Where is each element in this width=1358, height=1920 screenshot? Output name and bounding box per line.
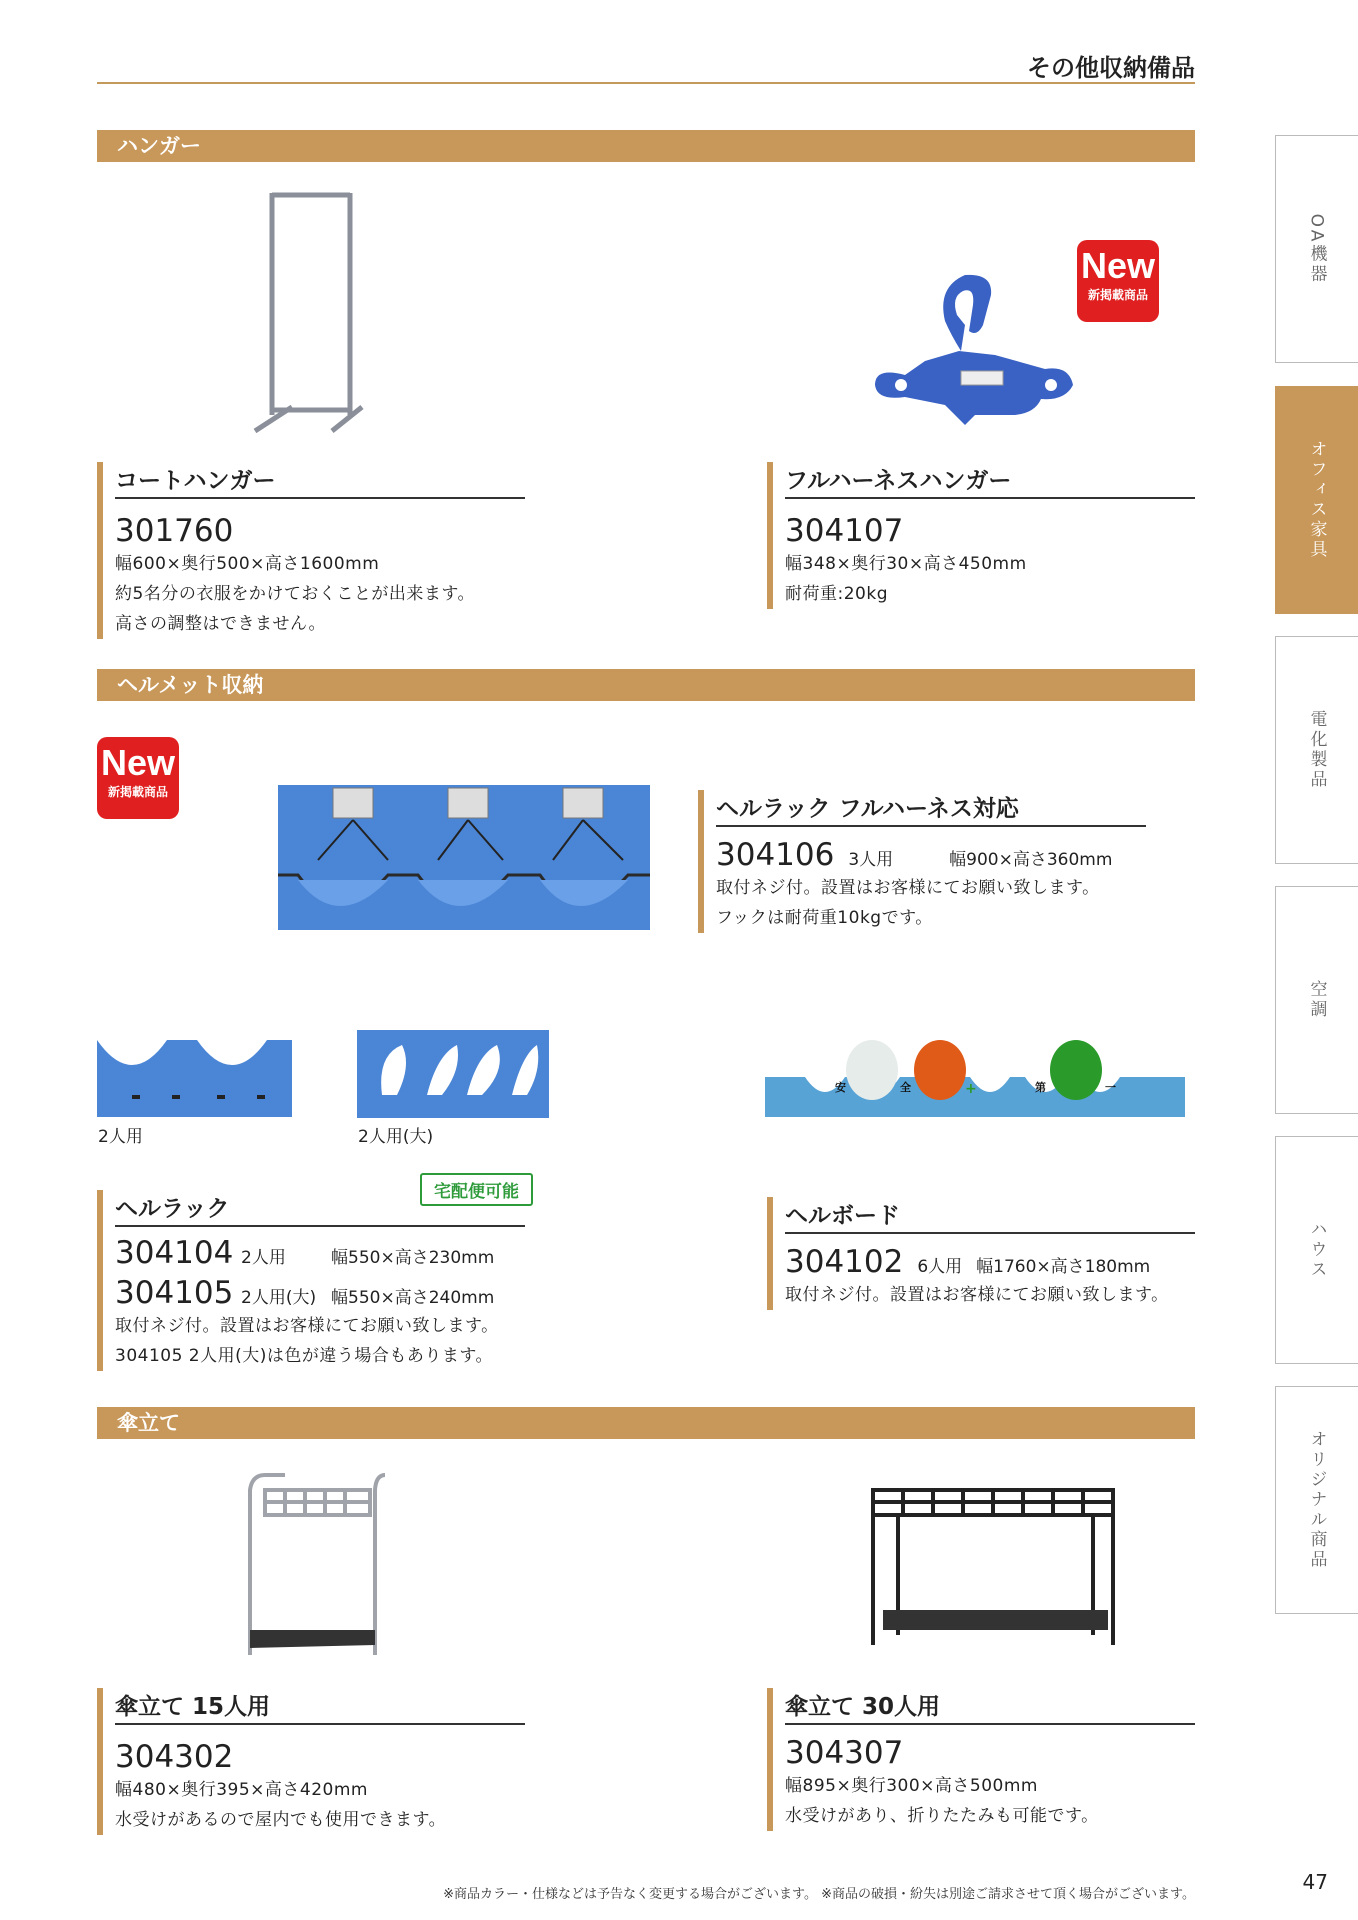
product-desc: 取付ネジ付。設置はお客様にてお願い致します。 bbox=[115, 1316, 499, 1336]
side-tab-label: OA機器 bbox=[1306, 213, 1327, 285]
product-dimensions: 幅550×高さ240mm bbox=[331, 1288, 495, 1308]
section-umbrella-label: 傘立て bbox=[117, 1411, 180, 1435]
product-dimensions: 幅348×奥行30×高さ450mm bbox=[785, 554, 1027, 574]
product-desc: 約5名分の衣服をかけておくことが出来ます。 bbox=[115, 584, 475, 604]
helrack-2-large-image bbox=[357, 1025, 552, 1120]
title-divider bbox=[97, 82, 1195, 84]
board-label: + bbox=[965, 1081, 977, 1097]
product-dimensions: 幅895×奥行300×高さ500mm bbox=[785, 1776, 1038, 1796]
product-helrack-fullharness bbox=[698, 790, 1146, 933]
product-dimensions: 幅600×奥行500×高さ1600mm bbox=[115, 554, 380, 574]
product-desc: フックは耐荷重10kgです。 bbox=[716, 908, 933, 928]
section-umbrella bbox=[97, 1407, 1195, 1439]
product-helrack bbox=[97, 1190, 525, 1371]
product-code: 304102 bbox=[785, 1244, 904, 1280]
side-tab-label: オリジナル商品 bbox=[1306, 1430, 1327, 1570]
side-tab-house[interactable] bbox=[1275, 1136, 1358, 1364]
helboard-image bbox=[765, 1035, 1185, 1120]
caption-2-person-large: 2人用(大) bbox=[358, 1127, 434, 1147]
helrack-2-image bbox=[97, 1035, 297, 1120]
section-helmet-label: ヘルメット収納 bbox=[117, 673, 264, 697]
board-label: 全 bbox=[900, 1081, 911, 1094]
footer-note: ※商品カラー・仕様などは予告なく変更する場合がございます。 ※商品の破損・紛失は別途ご請求させて頂く場合がございます。 bbox=[443, 1887, 1195, 1902]
harness-hanger-image bbox=[865, 265, 1085, 440]
delivery-badge: 宅配便可能 bbox=[420, 1173, 533, 1206]
side-tab-office-furniture[interactable] bbox=[1275, 386, 1358, 614]
product-desc: 304105 2人用(大)は色が違う場合もあります。 bbox=[115, 1346, 494, 1366]
board-label: 一 bbox=[1105, 1081, 1116, 1094]
new-badge-subtext: 新掲載商品 bbox=[107, 785, 168, 799]
product-dimensions: 幅1760×高さ180mm bbox=[976, 1257, 1151, 1277]
product-helboard bbox=[767, 1197, 1195, 1310]
section-helmet bbox=[97, 669, 1195, 701]
product-name: ヘルボード bbox=[785, 1197, 1195, 1234]
product-desc: 耐荷重:20kg bbox=[785, 584, 888, 604]
product-dimensions: 幅550×高さ230mm bbox=[331, 1248, 495, 1268]
side-tab-electronics[interactable] bbox=[1275, 636, 1358, 864]
umbrella-stand-30-image bbox=[868, 1485, 1118, 1655]
caption-2-person: 2人用 bbox=[98, 1127, 143, 1147]
product-code: 304107 bbox=[785, 513, 904, 549]
new-badge-text: New bbox=[1080, 245, 1156, 286]
product-code: 304307 bbox=[785, 1735, 904, 1771]
product-code: 304104 bbox=[115, 1235, 234, 1271]
product-name: フルハーネスハンガー bbox=[785, 462, 1195, 499]
product-name: ヘルラック フルハーネス対応 bbox=[716, 790, 1146, 827]
new-badge bbox=[97, 737, 179, 819]
product-code: 304106 bbox=[716, 837, 835, 873]
umbrella-stand-15-image bbox=[240, 1470, 400, 1665]
section-hanger-label: ハンガー bbox=[117, 134, 201, 158]
product-code: 304105 bbox=[115, 1275, 234, 1311]
product-name: 傘立て 30人用 bbox=[785, 1688, 1195, 1725]
side-tab-label: 空調 bbox=[1306, 980, 1327, 1020]
product-coat-hanger bbox=[97, 462, 525, 639]
board-label: 安 bbox=[835, 1081, 846, 1094]
side-tab-oa[interactable] bbox=[1275, 135, 1358, 363]
side-tab-label: ハウス bbox=[1306, 1220, 1327, 1280]
product-desc: 取付ネジ付。設置はお客様にてお願い致します。 bbox=[716, 878, 1100, 898]
product-desc: 水受けがあるので屋内でも使用できます。 bbox=[115, 1810, 447, 1830]
new-badge-subtext: 新掲載商品 bbox=[1087, 288, 1148, 302]
side-tab-aircon[interactable] bbox=[1275, 886, 1358, 1114]
section-hanger bbox=[97, 130, 1195, 162]
board-label: 第 bbox=[1035, 1081, 1046, 1094]
product-dimensions: 幅900×高さ360mm bbox=[949, 850, 1113, 870]
product-name: コートハンガー bbox=[115, 462, 525, 499]
product-harness-hanger bbox=[767, 462, 1195, 609]
product-code: 304302 bbox=[115, 1739, 234, 1775]
new-badge-text: New bbox=[100, 742, 176, 783]
product-desc: 高さの調整はできません。 bbox=[115, 614, 327, 634]
product-capacity: 3人用 bbox=[848, 850, 894, 870]
product-desc: 取付ネジ付。設置はお客様にてお願い致します。 bbox=[785, 1285, 1169, 1305]
product-code: 301760 bbox=[115, 513, 234, 549]
product-umbrella-15 bbox=[97, 1688, 525, 1835]
side-tab-original[interactable] bbox=[1275, 1386, 1358, 1614]
page-title: その他収納備品 bbox=[1027, 54, 1195, 82]
product-desc: 水受けがあり、折りたたみも可能です。 bbox=[785, 1806, 1099, 1826]
product-name: ヘルラック bbox=[115, 1190, 525, 1227]
new-badge bbox=[1077, 240, 1159, 322]
side-tab-label: 電化製品 bbox=[1306, 710, 1327, 790]
helrack-fullharness-image bbox=[278, 780, 653, 935]
product-umbrella-30 bbox=[767, 1688, 1195, 1831]
product-name: 傘立て 15人用 bbox=[115, 1688, 525, 1725]
product-capacity: 2人用 bbox=[241, 1248, 286, 1268]
product-capacity: 6人用 bbox=[917, 1257, 963, 1277]
side-tab-label: オフィス家具 bbox=[1306, 440, 1327, 560]
product-dimensions: 幅480×奥行395×高さ420mm bbox=[115, 1780, 368, 1800]
coat-hanger-image bbox=[250, 185, 370, 445]
product-capacity: 2人用(大) bbox=[241, 1288, 317, 1308]
page-number: 47 bbox=[1302, 1870, 1328, 1894]
